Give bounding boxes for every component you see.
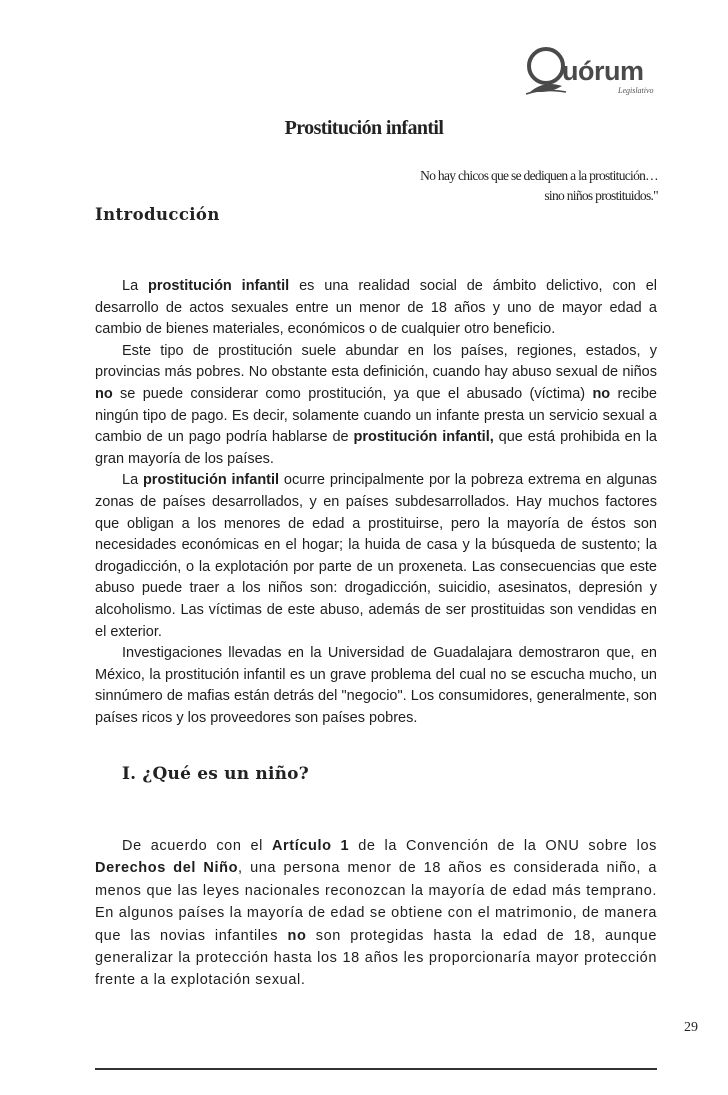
epigraph-line-1: No hay chicos que se dediquen a la prostitución… [420, 168, 658, 183]
text-run: Este tipo de prostitución suele abundar en los países, regiones, estados, y provincias más pobres. No obstante esta definición, cuando hay abuso sexual de niños [95, 342, 657, 381]
text-run: de la Convención de la ONU sobre los [349, 838, 658, 854]
bold-run: Derechos del Niño [95, 860, 239, 877]
text-run: recibe ningún tipo de pago. Es decir, solamente cuando un infante presta un servicio sexual a cambio de un pago podría hablarse de [95, 385, 657, 446]
paragraph-1 [95, 276, 657, 341]
paragraph-5 [95, 835, 657, 992]
paragraph-3 [95, 470, 657, 643]
bold-run: prostitución infantil [148, 278, 290, 294]
footer-rule [95, 1068, 657, 1070]
text-run: La [122, 472, 143, 489]
text-run: son protegidas hasta la edad de 18, aunque generalizar la protección hasta los 18 años les proporcionaría mayor protección frente a la explotación sexual. [95, 927, 657, 989]
text-run: , una persona menor de 18 años es considerada niño, a menos que las leyes nacionales reconozcan la mayoría de edad más temprano. En algunos países la mayoría de edad se obtiene con el matrimonio, de manera que las novias infantiles [95, 860, 658, 944]
page-title: Prostitución infantil [284, 117, 444, 139]
bold-run: no [592, 385, 611, 402]
text-run: es una realidad social de ámbito delictivo, con el desarrollo de actos sexuales entre un menor de 18 años y uno de mayor edad a cambio de bienes materiales, económicos o de cualquier otro beneficio. [95, 278, 657, 338]
text-run: De acuerdo con el [122, 838, 272, 854]
paragraph-2 [95, 341, 657, 471]
epigraph [420, 166, 658, 206]
quorum-logo [522, 42, 672, 102]
bold-run: prostitución infantil [142, 472, 280, 489]
paragraph-4 [95, 643, 657, 729]
section-title-que-es-un-nino: I. ¿Qué es un niño? [122, 764, 309, 784]
text-run: que está prohibida en la gran mayoría de los países. [95, 429, 657, 467]
text-run: ocurre principalmente por la pobreza extrema en algunas zonas de países desarrollados, y en países subdesarrollados. Hay muchos factores que obligan a los menores de edad a prostituirse, pero la mayoría de éstos son necesidades económicas en el hogar; la huida de casa y la búsqueda de sustento; la drogadicción, o la explotación por parte de un proxeneta. Las consecuencias que este abuso puede traer a los niños son: drogadicción, suicidio, asesinatos, depresión y alcoholismo. Las víctimas de este abuso, además de ser prostituidas son vendidas en el exterior. [95, 472, 657, 640]
bold-run: Artículo 1 [271, 838, 350, 854]
text-run: Investigaciones llevadas en la Universidad de Guadalajara demostraron que, en México, la prostitución infantil es un grave problema del cual no se escucha mucho, un sinnúmero de mafias están detrás del "negocio". Los consumidores, generalmente, son países ricos y los proveedores son países pobres. [95, 645, 657, 726]
logo-wordmark: uórum [562, 56, 644, 86]
section-title-introduccion: Introducción [95, 205, 220, 224]
text-run: se puede considerar como prostitución, ya que el abusado (víctima) [112, 385, 593, 402]
bold-run: no [95, 385, 113, 402]
section-one-body [95, 835, 657, 992]
introduction-body [95, 276, 657, 729]
text-run: La [122, 278, 149, 294]
bold-run: prostitución infantil, [353, 429, 494, 446]
bold-run: no [287, 927, 307, 944]
logo-subtitle: Legislativo [618, 86, 654, 95]
page-number: 29 [684, 1020, 698, 1035]
epigraph-line-2: sino niños prostituidos." [544, 188, 658, 203]
